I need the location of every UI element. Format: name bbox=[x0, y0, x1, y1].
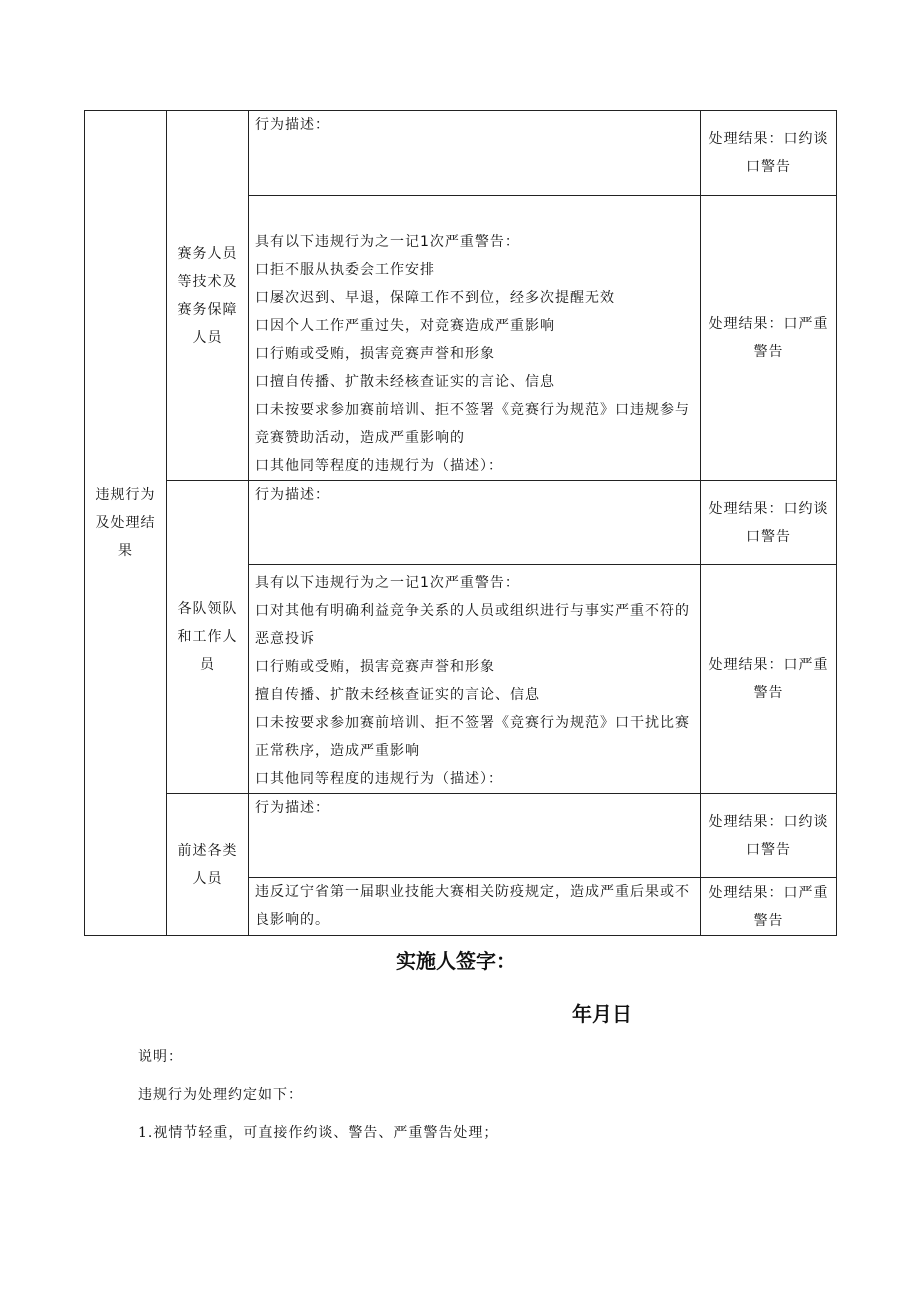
list-item: 口拒不服从执委会工作安排 bbox=[255, 262, 435, 278]
list-item: 口其他同等程度的违规行为（描述）： bbox=[255, 771, 503, 787]
result-cell bbox=[701, 565, 837, 794]
table-row bbox=[85, 111, 837, 196]
date-label: 年月日 bbox=[572, 1002, 632, 1026]
group-label: 各队领队和工作人员 bbox=[177, 601, 238, 673]
notes-item: 1.视情节轻重，可直接作约谈、警告、严重警告处理； bbox=[138, 1125, 499, 1141]
result-text: 处理结果：口严重警告 bbox=[708, 316, 829, 360]
list-header: 具有以下违规行为之一记1次严重警告： bbox=[255, 575, 520, 591]
result-cell bbox=[701, 196, 837, 481]
table-row bbox=[85, 794, 837, 878]
result-cell bbox=[701, 878, 837, 936]
group-label: 赛务人员等技术及赛务保障人员 bbox=[177, 245, 238, 346]
list-item: 口屡次迟到、早退，保障工作不到位，经多次提醒无效 bbox=[255, 290, 615, 306]
description-label: 行为描述： bbox=[255, 487, 330, 503]
violation-list-cell bbox=[249, 196, 701, 481]
list-item: 口因个人工作严重过失，对竞赛造成严重影响 bbox=[255, 318, 555, 334]
result-text: 处理结果：口约谈口警告 bbox=[708, 131, 829, 175]
list-item: 口未按要求参加赛前培训、拒不签署《竞赛行为规范》口违规参与竞赛赞助活动，造成严重影响的 bbox=[255, 402, 690, 446]
description-label: 行为描述： bbox=[255, 117, 330, 133]
description-cell[interactable] bbox=[249, 111, 701, 196]
epidemic-rule-cell bbox=[249, 878, 701, 936]
description-label: 行为描述： bbox=[255, 800, 330, 816]
list-item: 口行贿或受贿，损害竞赛声誉和形象 bbox=[255, 346, 495, 362]
result-cell bbox=[701, 794, 837, 878]
violation-table bbox=[84, 110, 837, 936]
result-cell bbox=[701, 111, 837, 196]
result-text: 处理结果：口严重警告 bbox=[708, 657, 829, 701]
violation-list-cell bbox=[249, 565, 701, 794]
list-item: 口行贿或受贿，损害竞赛声誉和形象 bbox=[255, 659, 495, 675]
list-item: 擅自传播、扩散未经核查证实的言论、信息 bbox=[255, 687, 540, 703]
epidemic-rule-text: 违反辽宁省第一届职业技能大赛相关防疫规定，造成严重后果或不良影响的。 bbox=[255, 884, 690, 928]
group-label-cell bbox=[167, 481, 249, 794]
result-cell bbox=[701, 481, 837, 565]
list-item: 口对其他有明确利益竞争关系的人员或组织进行与事实严重不符的恶意投诉 bbox=[255, 603, 690, 647]
group-label-cell bbox=[167, 111, 249, 481]
list-header: 具有以下违规行为之一记1次严重警告： bbox=[255, 234, 520, 250]
group-label: 前述各类人员 bbox=[177, 842, 238, 887]
signature-label: 实施人签字： bbox=[396, 949, 516, 973]
list-item: 口擅自传播、扩散未经核查证实的言论、信息 bbox=[255, 374, 555, 390]
group-label-cell bbox=[167, 794, 249, 936]
list-item: 口其他同等程度的违规行为（描述）： bbox=[255, 458, 503, 474]
notes-title: 说明： bbox=[138, 1049, 183, 1065]
section-label-cell bbox=[85, 111, 167, 936]
section-label: 违规行为及处理结果 bbox=[95, 487, 156, 559]
notes-intro: 违规行为处理约定如下： bbox=[138, 1087, 303, 1103]
result-text: 处理结果：口约谈口警告 bbox=[708, 813, 829, 858]
result-text: 处理结果：口严重警告 bbox=[708, 884, 829, 929]
table-row bbox=[85, 481, 837, 565]
description-cell[interactable] bbox=[249, 794, 701, 878]
description-cell[interactable] bbox=[249, 481, 701, 565]
result-text: 处理结果：口约谈口警告 bbox=[708, 500, 829, 545]
list-item: 口未按要求参加赛前培训、拒不签署《竞赛行为规范》口干扰比赛正常秩序，造成严重影响 bbox=[255, 715, 690, 759]
